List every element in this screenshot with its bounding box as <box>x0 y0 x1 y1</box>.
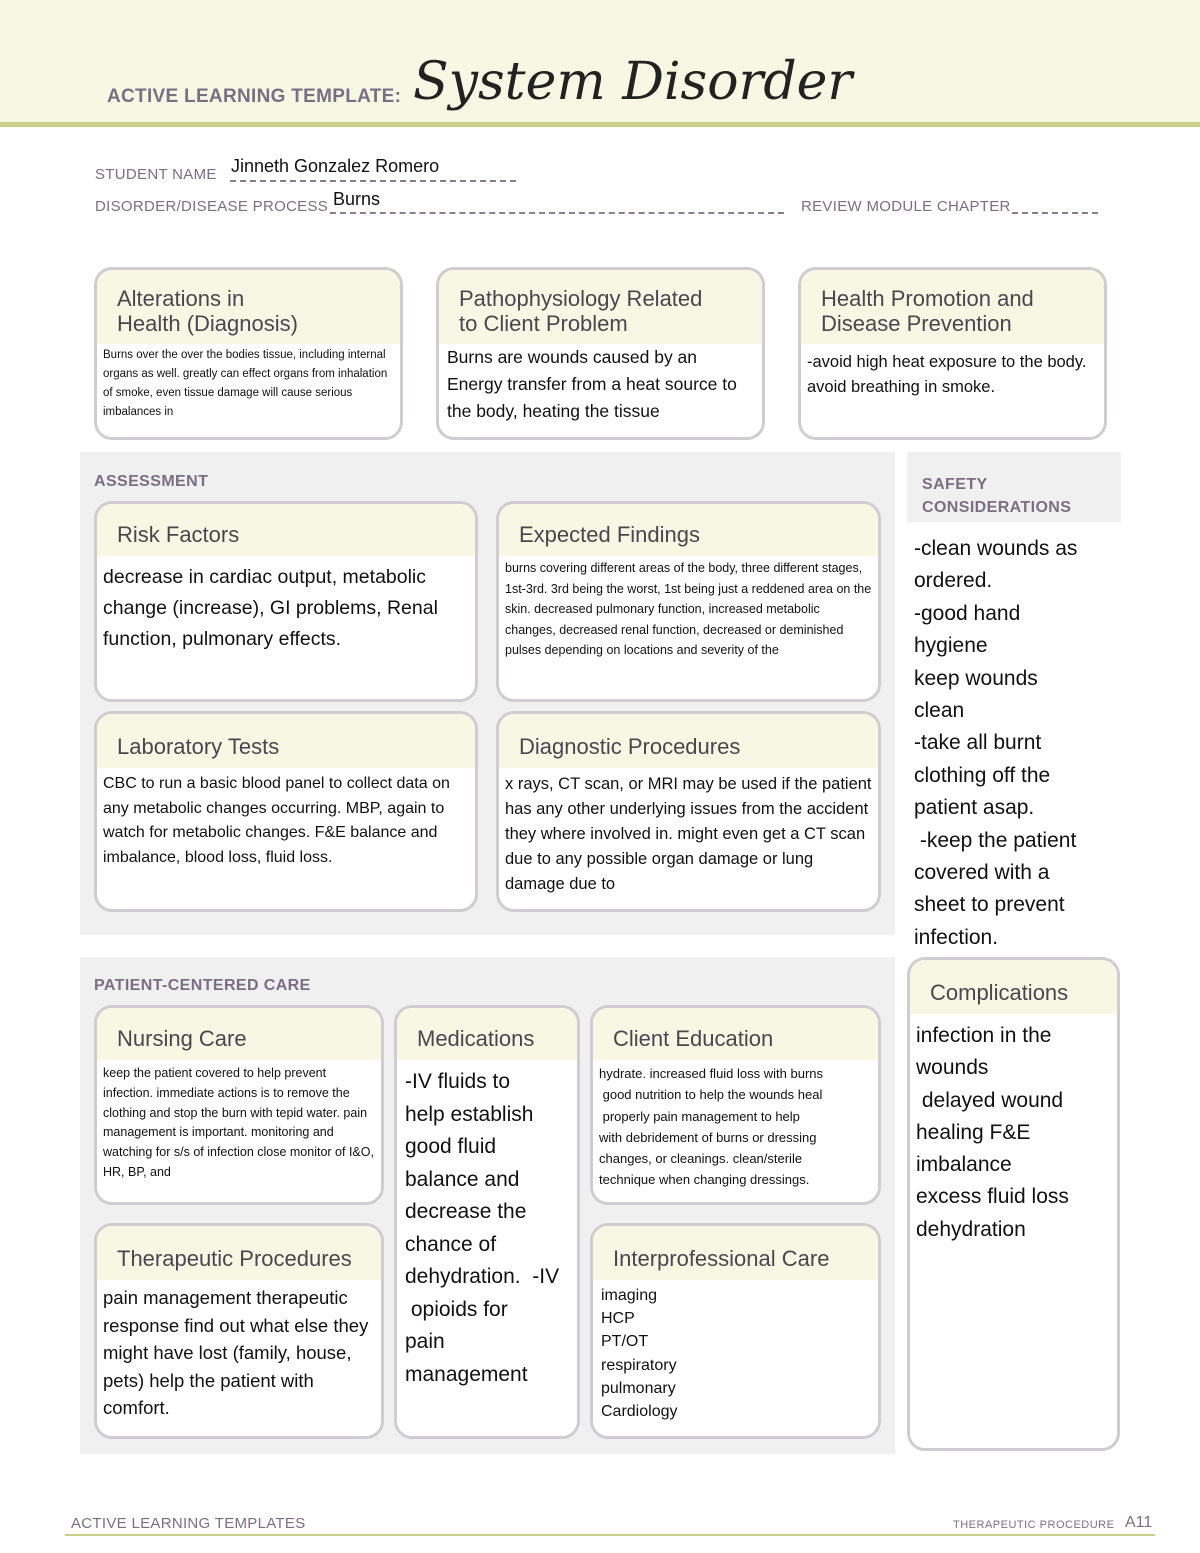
diagnostic-procedures-card-header: Diagnostic Procedures <box>499 714 878 768</box>
pathophysiology-title-line2: to Client Problem <box>459 311 628 336</box>
medications-line: dehydration. -IV <box>405 1265 560 1288</box>
medications-card <box>394 1005 580 1439</box>
safety-line: covered with a <box>914 861 1050 885</box>
pathophysiology-card <box>436 267 765 440</box>
expected-findings-card-body[interactable]: burns covering different areas of the body, three different stages, 1st-3rd. 3rd being the worst, 1st being just a reddened area on the skin. decreased pulmonary function, increased metabolic changes, decreased renal function, decreased or deminished pulses depending on locations and severity of the <box>505 561 872 657</box>
student-name-label: STUDENT NAME <box>95 166 217 183</box>
medications-line: -IV fluids to <box>405 1070 511 1093</box>
assessment-title: ASSESSMENT <box>94 473 209 490</box>
interprofessional-line: Cardiology <box>601 1403 678 1421</box>
medications-line: decrease the <box>405 1200 527 1223</box>
review-module-label: REVIEW MODULE CHAPTER <box>801 198 1011 215</box>
laboratory-tests-card-header: Laboratory Tests <box>97 714 475 768</box>
review-module-line <box>1012 212 1098 214</box>
risk-factors-card-header: Risk Factors <box>97 504 475 556</box>
student-name-field[interactable]: Jinneth Gonzalez Romero <box>231 156 440 176</box>
alterations-title-line1: Alterations in <box>117 286 245 311</box>
safety-line: -good hand <box>914 601 1021 625</box>
client-education-line: technique when changing dressings. <box>599 1172 810 1188</box>
disorder-field[interactable]: Burns <box>333 189 381 209</box>
student-name-line <box>230 180 516 182</box>
risk-factors-card <box>94 501 478 702</box>
safety-line: -take all burnt <box>914 731 1042 755</box>
health-promotion-title-line1: Health Promotion and <box>821 286 1034 311</box>
complications-line: dehydration <box>916 1217 1026 1241</box>
medications-line: help establish <box>405 1102 534 1126</box>
interprofessional-care-card <box>590 1223 881 1439</box>
diagnostic-procedures-card-body[interactable]: x rays, CT scan, or MRI may be used if the patient has any other underlying issues from the accident they where involved in. might even get a CT scan due to any possible organ damage or lung damage due to <box>505 775 872 893</box>
complications-card <box>907 957 1120 1451</box>
health-promotion-card-header <box>801 270 1104 344</box>
medications-card-header: Medications <box>397 1008 577 1060</box>
medications-line: pain <box>405 1330 445 1353</box>
health-promotion-title-line2: Disease Prevention <box>821 311 1012 336</box>
complications-line: infection in the <box>916 1024 1052 1047</box>
pathophysiology-title-line1: Pathophysiology Related <box>459 286 703 311</box>
interprofessional-care-card-body[interactable] <box>593 1280 878 1423</box>
medications-card-body[interactable] <box>397 1060 577 1391</box>
client-education-line: with debridement of burns or dressing <box>599 1129 817 1145</box>
disorder-line <box>330 212 784 214</box>
health-promotion-card <box>798 267 1107 440</box>
complications-line: healing F&E <box>916 1120 1031 1144</box>
footer-right: THERAPEUTIC PROCEDURE <box>953 1519 1115 1531</box>
expected-findings-card <box>496 501 881 702</box>
safety-line: clean <box>914 699 965 723</box>
header-rule <box>0 122 1200 127</box>
complications-card-header: Complications <box>910 960 1117 1014</box>
interprofessional-line: imaging <box>601 1287 658 1304</box>
safety-line: ordered. <box>914 569 993 593</box>
safety-line: -keep the patient <box>914 828 1077 852</box>
pathophysiology-card-body[interactable]: Burns are wounds caused by an Energy transfer from a heat source to the body, heating the tissue <box>447 347 737 421</box>
footer-page-number: A11 <box>1125 1514 1153 1531</box>
alterations-card-header <box>97 270 400 344</box>
therapeutic-procedures-card-header: Therapeutic Procedures <box>97 1226 381 1280</box>
therapeutic-procedures-card-body[interactable]: pain management therapeutic response find out what else they might have lost (family, house, pets) help the patient with comfort. <box>103 1287 374 1418</box>
interprofessional-care-card-header: Interprofessional Care <box>593 1226 878 1280</box>
safety-line: infection. <box>914 925 999 949</box>
interprofessional-line: PT/OT <box>601 1333 649 1351</box>
nursing-care-card-header: Nursing Care <box>97 1008 381 1060</box>
alterations-card <box>94 267 403 440</box>
footer-left: ACTIVE LEARNING TEMPLATES <box>71 1515 306 1532</box>
safety-line: clothing off the <box>914 763 1051 787</box>
safety-considerations-list[interactable] <box>914 533 1119 954</box>
complications-line: delayed wound <box>916 1088 1064 1112</box>
interprofessional-line: pulmonary <box>601 1379 676 1397</box>
safety-line: sheet to prevent <box>914 893 1065 917</box>
medications-line: management <box>405 1362 528 1386</box>
safety-title <box>922 473 1071 519</box>
client-education-line: properly pain management to help <box>599 1108 800 1124</box>
client-education-card-body[interactable] <box>593 1060 878 1191</box>
template-title: System Disorder <box>413 52 853 112</box>
client-education-line: good nutrition to help the wounds heal <box>599 1087 823 1103</box>
alterations-card-body[interactable]: Burns over the over the bodies tissue, including internal organs as well. greatly can effect organs from inhalation of smoke, even tissue damage will cause serious imbalances in <box>103 349 388 418</box>
client-education-line: hydrate. increased fluid loss with burns <box>599 1066 824 1081</box>
safety-line: patient asap. <box>914 796 1035 820</box>
alterations-title-line2: Health (Diagnosis) <box>117 311 298 336</box>
client-education-card <box>590 1005 881 1205</box>
client-education-line: changes, or cleanings. clean/sterile <box>599 1151 803 1167</box>
medications-line: chance of <box>405 1232 497 1256</box>
complications-line: imbalance <box>916 1153 1012 1177</box>
pathophysiology-card-header <box>439 270 762 344</box>
template-label: ACTIVE LEARNING TEMPLATE: <box>107 86 402 107</box>
complications-card-body[interactable] <box>910 1014 1117 1246</box>
medications-line: good fluid <box>405 1135 497 1158</box>
footer-rule <box>65 1534 1155 1536</box>
interprofessional-line: HCP <box>601 1310 635 1328</box>
interprofessional-line: respiratory <box>601 1356 677 1374</box>
patient-centered-care-title: PATIENT-CENTERED CARE <box>94 977 311 994</box>
risk-factors-card-body[interactable]: decrease in cardiac output, metabolic change (increase), GI problems, Renal function, pulmonary effects. <box>103 566 438 650</box>
complications-line: excess fluid loss <box>916 1185 1069 1209</box>
health-promotion-card-body[interactable]: -avoid high heat exposure to the body. avoid breathing in smoke. <box>807 353 1087 396</box>
laboratory-tests-card <box>94 711 478 912</box>
medications-line: opioids for <box>405 1297 508 1321</box>
complications-line: wounds <box>916 1056 989 1080</box>
client-education-card-header: Client Education <box>593 1008 878 1060</box>
safety-line: keep wounds <box>914 666 1038 690</box>
expected-findings-card-header: Expected Findings <box>499 504 878 556</box>
safety-title-line2: CONSIDERATIONS <box>922 499 1072 516</box>
safety-title-line1: SAFETY <box>922 476 988 493</box>
disorder-label: DISORDER/DISEASE PROCESS <box>95 198 329 215</box>
medications-line: balance and <box>405 1167 520 1191</box>
nursing-care-card-body[interactable]: keep the patient covered to help prevent infection. immediate actions is to remove the clothing and stop the burn with tepid water. pain management is important. monitoring and watching for s/s of infection close monitor of I&O, HR, BP, and <box>103 1066 374 1179</box>
nursing-care-card <box>94 1005 384 1205</box>
laboratory-tests-card-body[interactable]: CBC to run a basic blood panel to collect data on any metabolic changes occurring. MBP, again to watch for metabolic changes. F&E balance and imbalance, blood loss, fluid loss. <box>103 775 450 866</box>
safety-line: -clean wounds as <box>914 537 1078 560</box>
diagnostic-procedures-card <box>496 711 881 912</box>
therapeutic-procedures-card <box>94 1223 384 1439</box>
safety-line: hygiene <box>914 634 988 658</box>
